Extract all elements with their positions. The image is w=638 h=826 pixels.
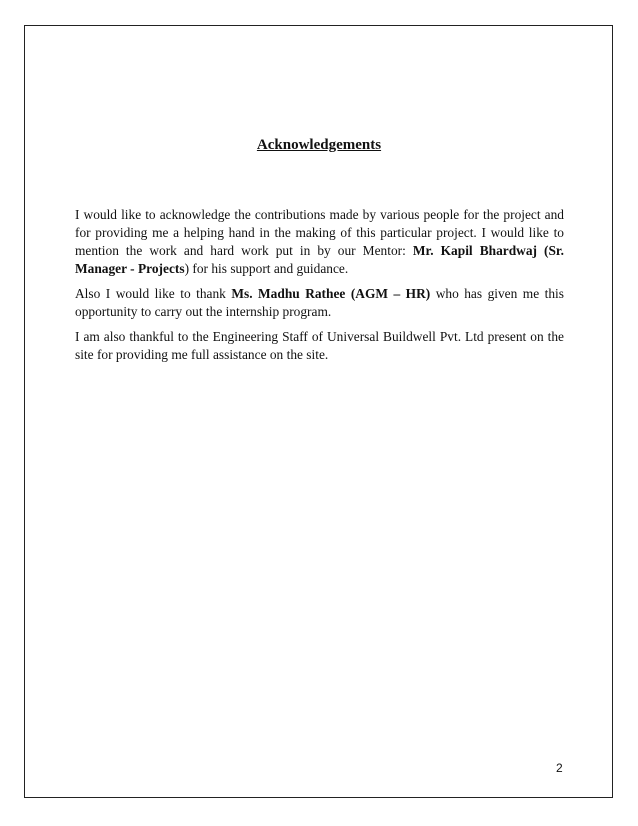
paragraph-2-text-end: who has given me this opportunity to carry out the internship program. — [75, 286, 564, 319]
paragraph-1-text-start: I would like to acknowledge the contributions made by various people for the project and for providing me a helping hand in the making of this particular project. I would like to mention the work and hard work put in by our Mentor: — [75, 207, 564, 258]
paragraph-2-text-start: Also I would like to thank — [75, 286, 232, 301]
page-title: Acknowledgements — [256, 137, 382, 153]
acknowledgement-paragraph-3: I am also thankful to the Engineering Staff of Universal Buildwell Pvt. Ltd present on the site for providing me full assistance on the site. — [75, 329, 564, 362]
mentor-name: Mr. Kapil Bhardwaj (Sr. Manager - Projects — [75, 243, 564, 276]
acknowledgement-paragraph-1 — [75, 206, 564, 278]
acknowledgement-paragraph-2 — [75, 285, 564, 321]
paragraph-1-text-end: ) for his support and guidance. — [184, 261, 349, 276]
hr-contact-name: Ms. Madhu Rathee (AGM – HR) — [231, 286, 431, 301]
page-number: 2 — [556, 761, 563, 775]
